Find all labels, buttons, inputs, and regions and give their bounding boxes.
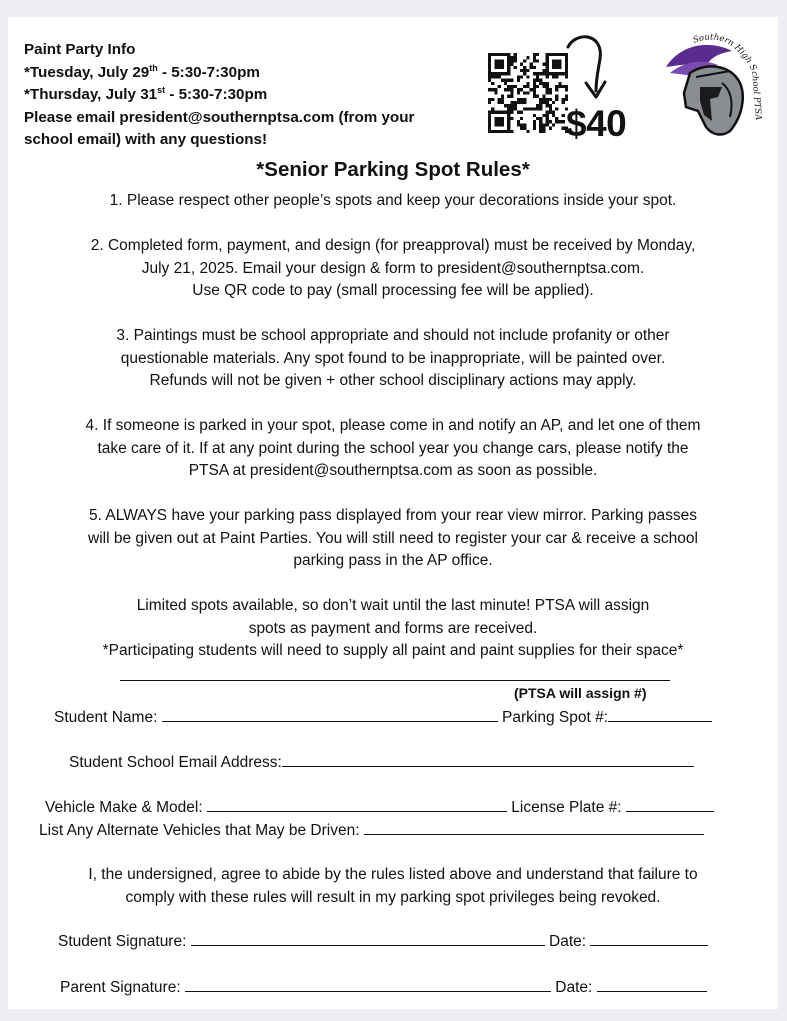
rule-2: 2. Completed form, payment, and design (for preapproval) must be received by Monday, July 21, 2025. Email your design & form to president@southernptsa.com. Use QR code to pay (small processing fee will be applied). — [90, 237, 696, 299]
separator-line — [120, 680, 670, 681]
rule-5: 5. ALWAYS have your parking pass displayed from your rear view mirror. Parking passes will be given out at Paint Parties. You will still need to register your car & receive a school parking pass in the AP office. — [88, 507, 698, 569]
parent-signature-label: Parent Signature: — [60, 979, 181, 996]
paint-party-info — [24, 39, 484, 152]
student-name-label: Student Name: — [54, 709, 158, 726]
school-email-field[interactable] — [282, 752, 694, 767]
date-thursday: *Thursday, July 31st - 5:30-7:30pm — [24, 84, 268, 103]
flyer-page — [8, 17, 778, 1009]
svg-text:Southern High School PTSA: Southern High School PTSA — [691, 32, 764, 121]
parent-date-label: Date: — [555, 979, 593, 996]
info-title: Paint Party Info — [24, 41, 136, 58]
license-plate-field[interactable] — [626, 797, 714, 812]
rules-title: *Senior Parking Spot Rules* — [256, 158, 530, 181]
parent-signature-row — [60, 977, 707, 997]
license-plate-label: License Plate #: — [511, 799, 622, 816]
date-tuesday: *Tuesday, July 29th - 5:30-7:30pm — [24, 62, 260, 81]
ptsa-assign-note: (PTSA will assign #) — [514, 685, 647, 701]
rule-3: 3. Paintings must be school appropriate and should not include profanity or other questionable materials. Any spot found to be inappropriate, will be painted over. Refunds will not be given + other school disciplinary actions may apply. — [116, 327, 670, 389]
school-email-row — [69, 752, 694, 772]
alternate-vehicles-field[interactable] — [364, 820, 704, 835]
price-label: $40 — [566, 103, 627, 144]
parent-date-field[interactable] — [597, 977, 707, 992]
student-signature-field[interactable] — [191, 931, 545, 946]
student-name-field[interactable] — [162, 707, 498, 722]
agreement-text: I, the undersigned, agree to abide by the rules listed above and understand that failure to comply with these rules will result in my parking spot privileges being revoked. — [88, 866, 698, 906]
student-name-row — [54, 707, 712, 727]
school-email-label: Student School Email Address: — [69, 754, 282, 771]
vehicle-field[interactable] — [207, 797, 507, 812]
contact-line-1: Please email president@southernptsa.com (from your — [24, 108, 415, 126]
parking-spot-label: Parking Spot #: — [502, 709, 609, 726]
alternate-vehicles-row — [39, 820, 704, 840]
student-date-field[interactable] — [590, 931, 708, 946]
student-signature-label: Student Signature: — [58, 933, 187, 950]
parking-spot-field[interactable] — [608, 707, 712, 722]
rule-4: 4. If someone is parked in your spot, please come in and notify an AP, and let one of them take care of it. If at any point during the school year you change cars, please notify the PTSA at president@southernptsa.com as soon as possible. — [85, 417, 701, 479]
spartan-helmet-logo — [660, 27, 764, 139]
vehicle-label: Vehicle Make & Model: — [45, 799, 203, 816]
contact-line-2: school email) with any questions! — [24, 131, 268, 148]
rule-1: 1. Please respect other people’s spots and keep your decorations inside your spot. — [109, 192, 677, 209]
curved-arrow-icon — [556, 29, 616, 109]
alternate-vehicles-label: List Any Alternate Vehicles that May be Driven: — [39, 822, 360, 839]
limited-spots-notice: Limited spots available, so don’t wait until the last minute! PTSA will assign spots as payment and forms are received. *Participating students will need to supply all paint and paint supplies for their space* — [102, 597, 684, 659]
vehicle-row — [45, 797, 714, 817]
student-date-label: Date: — [549, 933, 587, 950]
parent-signature-field[interactable] — [185, 977, 551, 992]
student-signature-row — [58, 931, 708, 951]
